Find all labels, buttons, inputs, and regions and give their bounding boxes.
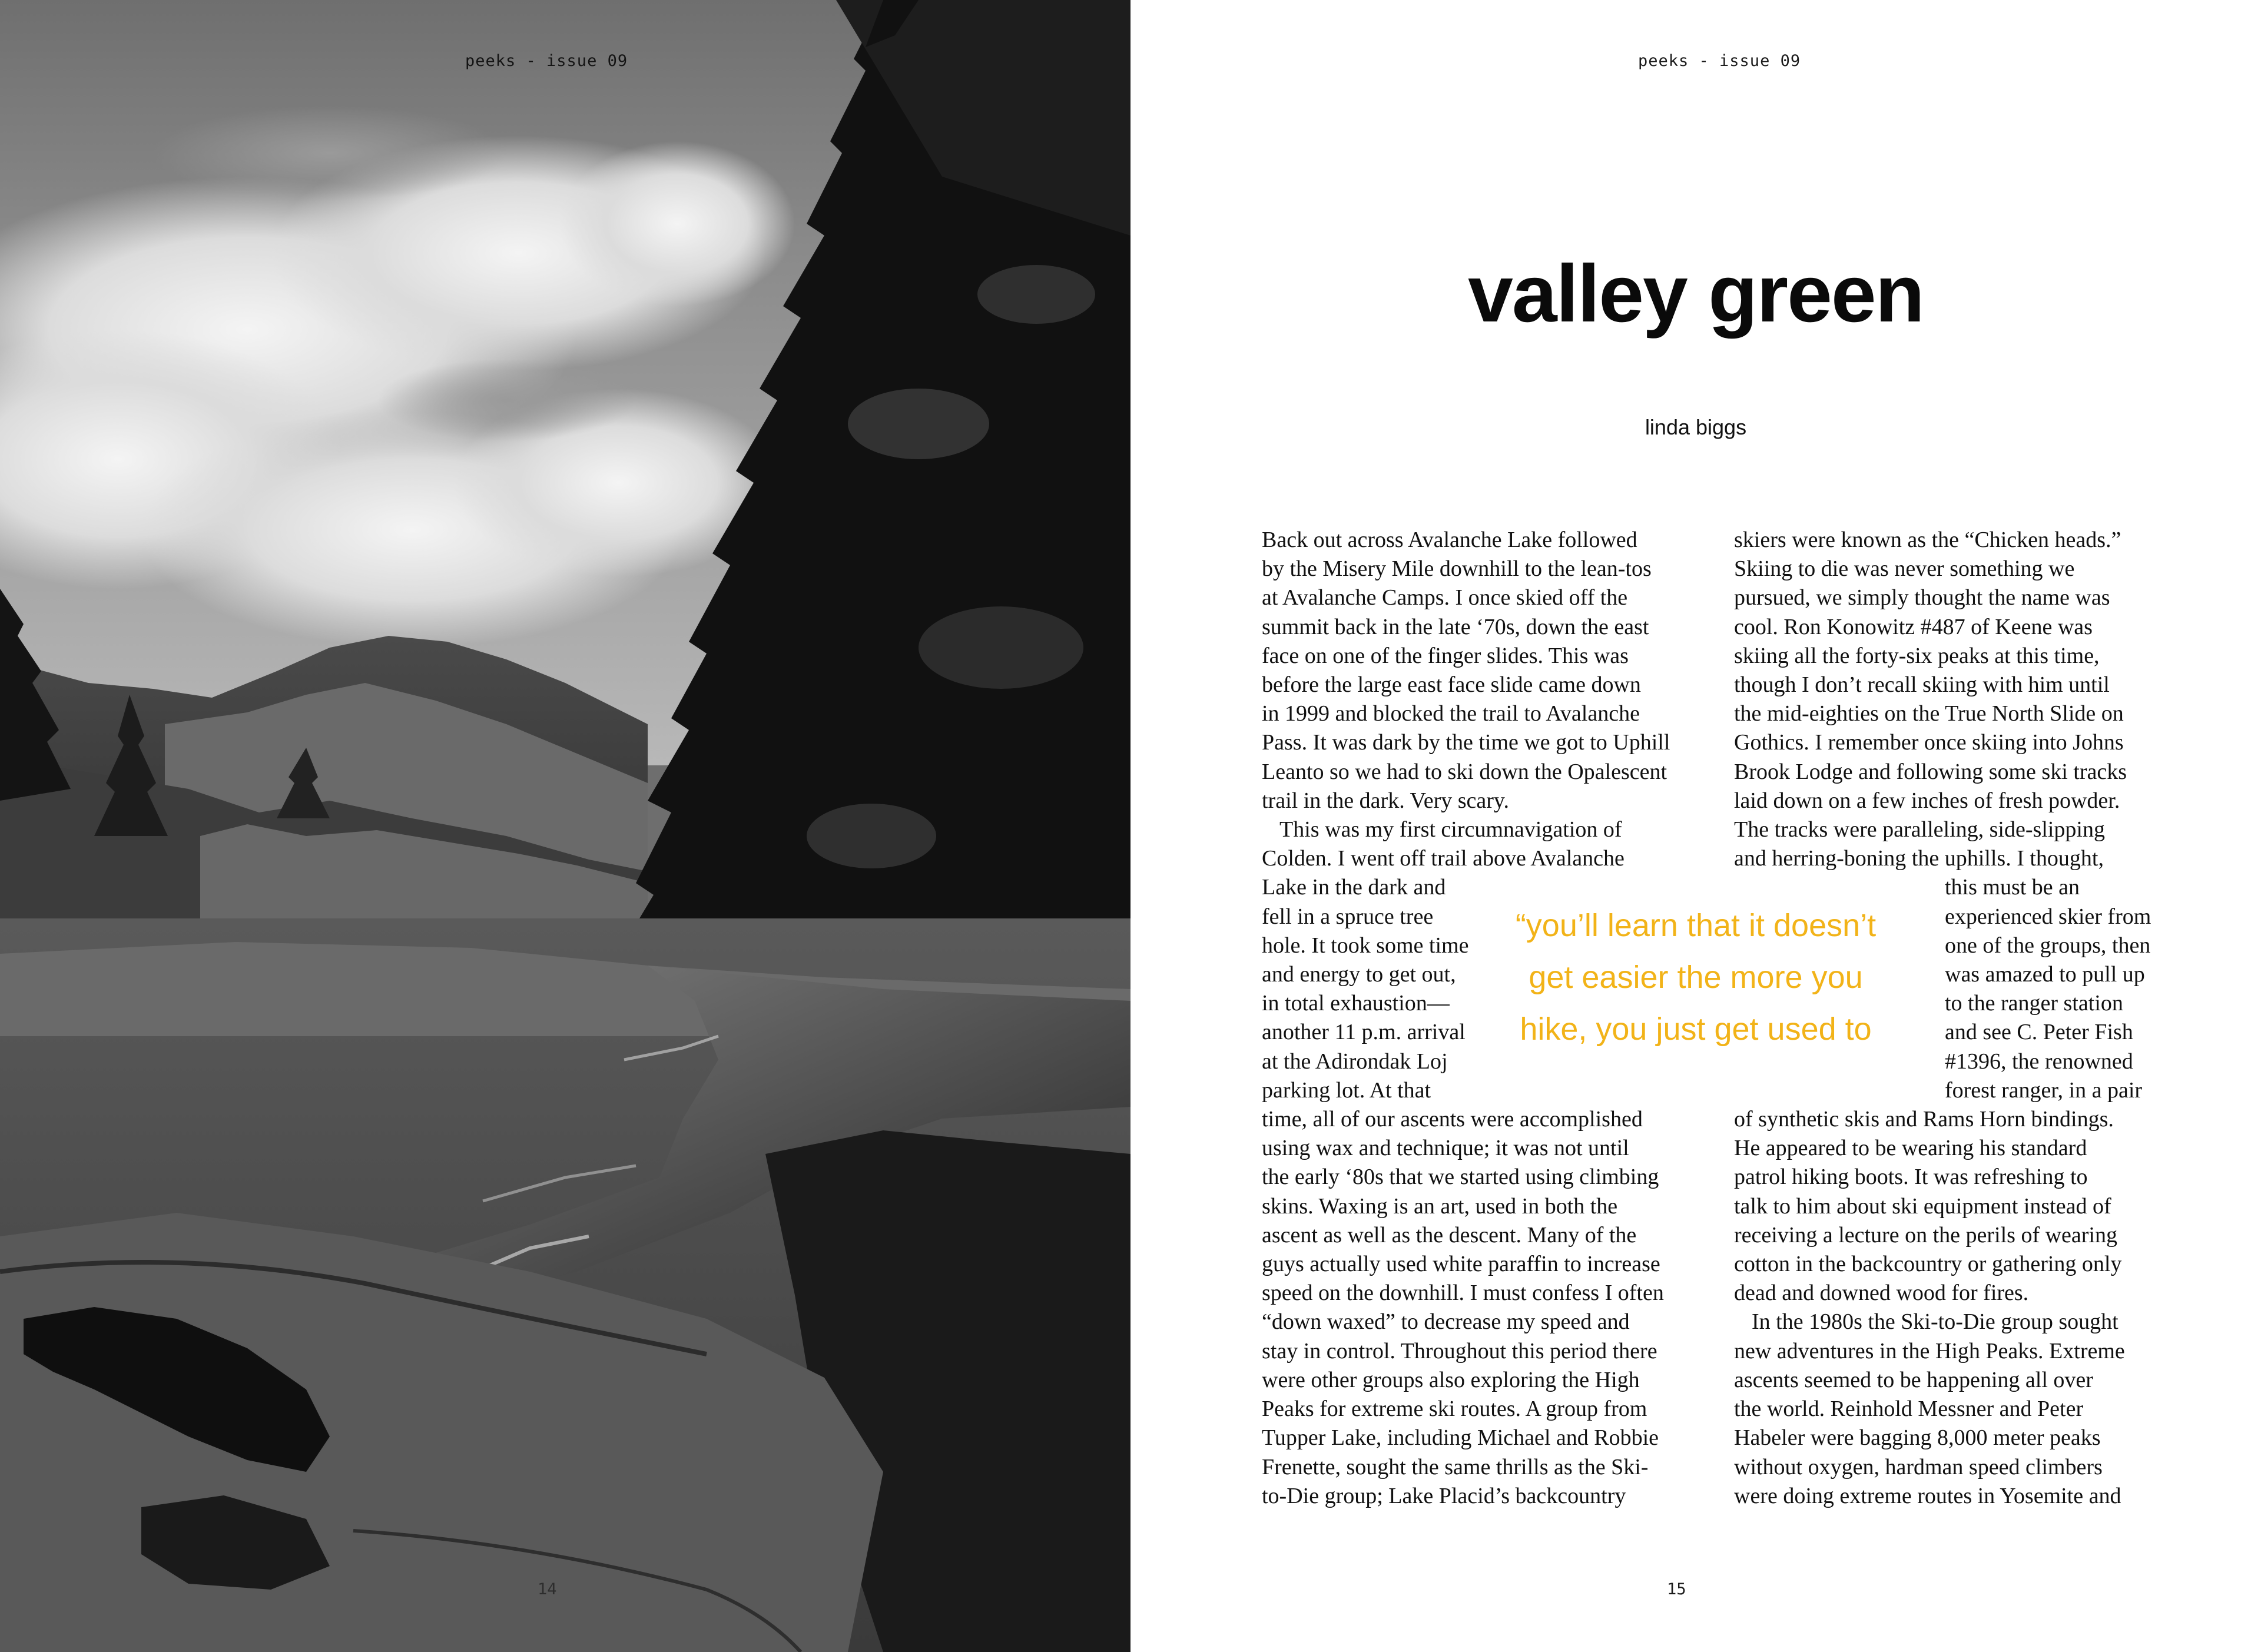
- text-line: to-Die group; Lake Placid’s backcountry: [1262, 1483, 1626, 1508]
- text-line: ascents seemed to be happening all over: [1734, 1367, 2093, 1392]
- text-line: at Avalanche Camps. I once skied off the: [1262, 585, 1628, 611]
- text-line: Pass. It was dark by the time we got to Uphill: [1262, 730, 1670, 755]
- text-line: Gothics. I remember once skiing into Johns: [1734, 730, 2124, 755]
- text-line: skins. Waxing is an art, used in both the: [1262, 1193, 1618, 1219]
- text-line: summit back in the late ‘70s, down the east: [1262, 614, 1649, 639]
- text-line: pursued, we simply thought the name was: [1734, 585, 2110, 611]
- pull-quote-line: hike, you just get used to: [1520, 1011, 1872, 1047]
- text-line: stay in control. Throughout this period there: [1262, 1338, 1657, 1364]
- text-line: experienced skier from: [1945, 904, 2151, 929]
- text-line: The tracks were paralleling, side-slipping: [1734, 817, 2105, 842]
- page-number-left: 14: [538, 1580, 557, 1598]
- text-line: new adventures in the High Peaks. Extreme: [1734, 1338, 2125, 1364]
- text-line: cool. Ron Konowitz #487 of Keene was: [1734, 614, 2093, 639]
- page-number-right: 15: [1667, 1580, 1686, 1598]
- text-line: before the large east face slide came down: [1262, 672, 1641, 698]
- text-line: another 11 p.m. arrival: [1262, 1020, 1466, 1045]
- text-line: Peaks for extreme ski routes. A group from: [1262, 1396, 1647, 1422]
- article-title: valley green: [1468, 248, 1924, 339]
- text-line: Frenette, sought the same thrills as the Ski-: [1262, 1454, 1649, 1479]
- text-line: by the Misery Mile downhill to the lean-tos: [1262, 556, 1652, 582]
- text-line: was amazed to pull up: [1945, 962, 2145, 987]
- text-line: the mid-eighties on the True North Slide on: [1734, 701, 2124, 727]
- pull-quote-line: “you’ll learn that it doesn’t: [1515, 908, 1877, 943]
- text-line: and see C. Peter Fish: [1945, 1020, 2133, 1045]
- text-line: hole. It took some time: [1262, 933, 1469, 958]
- text-line: guys actually used white paraffin to increase: [1262, 1252, 1660, 1277]
- text-line: of synthetic skis and Rams Horn bindings.: [1734, 1107, 2114, 1132]
- text-line: and energy to get out,: [1262, 962, 1456, 987]
- text-line: to the ranger station: [1945, 991, 2123, 1016]
- text-line: Tupper Lake, including Michael and Robbie: [1262, 1425, 1659, 1451]
- text-line: skiing all the forty-six peaks at this time,: [1734, 643, 2100, 668]
- text-line: laid down on a few inches of fresh powder.: [1734, 788, 2120, 813]
- text-line: the early ‘80s that we started using climbing: [1262, 1165, 1659, 1190]
- running-head-right: peeks - issue 09: [1638, 52, 1801, 70]
- text-line: receiving a lecture on the perils of wearing: [1734, 1222, 2117, 1248]
- text-line: Brook Lodge and following some ski tracks: [1734, 759, 2127, 784]
- text-line: talk to him about ski equipment instead of: [1734, 1193, 2111, 1219]
- text-line: patrol hiking boots. It was refreshing to: [1734, 1165, 2088, 1190]
- text-line: This was my first circumnavigation of: [1279, 817, 1622, 842]
- text-line: #1396, the renowned: [1945, 1049, 2133, 1074]
- text-line: the world. Reinhold Messner and Peter: [1734, 1396, 2084, 1422]
- text-line: Skiing to die was never something we: [1734, 556, 2075, 582]
- running-head-left: peeks - issue 09: [465, 52, 628, 70]
- pull-quote-line: get easier the more you: [1529, 960, 1863, 995]
- text-line: skiers were known as the “Chicken heads.”: [1734, 528, 2121, 552]
- text-line: In the 1980s the Ski-to-Die group sought: [1752, 1309, 2119, 1335]
- text-line: Lake in the dark and: [1262, 875, 1446, 900]
- text-line: parking lot. At that: [1262, 1077, 1431, 1103]
- text-line: cotton in the backcountry or gathering only: [1734, 1252, 2122, 1277]
- text-line: He appeared to be wearing his standard: [1734, 1136, 2087, 1161]
- pull-quote: [1507, 900, 1884, 1055]
- text-line: Back out across Avalanche Lake followed: [1262, 528, 1637, 552]
- text-line: at the Adirondak Loj: [1262, 1049, 1448, 1074]
- text-line: “down waxed” to decrease my speed and: [1262, 1309, 1630, 1335]
- text-line: forest ranger, in a pair: [1945, 1077, 2143, 1103]
- text-line: Leanto so we had to ski down the Opalescent: [1262, 759, 1667, 784]
- text-line: ascent as well as the descent. Many of the: [1262, 1222, 1637, 1248]
- text-line: in total exhaustion—: [1262, 991, 1450, 1016]
- text-line: in 1999 and blocked the trail to Avalanche: [1262, 701, 1640, 727]
- right-page: [1130, 0, 2261, 1652]
- text-line: were other groups also exploring the High: [1262, 1367, 1640, 1392]
- text-line: face on one of the finger slides. This was: [1262, 643, 1629, 668]
- text-line: Colden. I went off trail above Avalanche: [1262, 846, 1625, 871]
- text-line: speed on the downhill. I must confess I often: [1262, 1281, 1664, 1306]
- text-line: dead and downed wood for fires.: [1734, 1281, 2029, 1306]
- text-line: fell in a spruce tree: [1262, 904, 1434, 929]
- left-page: [0, 0, 1130, 1652]
- text-line: were doing extreme routes in Yosemite and: [1734, 1483, 2121, 1508]
- text-line: this must be an: [1945, 875, 2080, 900]
- landscape-photo: [0, 0, 1130, 1652]
- text-line: Habeler were bagging 8,000 meter peaks: [1734, 1425, 2101, 1451]
- text-line: trail in the dark. Very scary.: [1262, 788, 1509, 813]
- text-line: though I don’t recall skiing with him until: [1734, 672, 2110, 698]
- text-line: using wax and technique; it was not until: [1262, 1136, 1629, 1161]
- author-byline: linda biggs: [1645, 415, 1747, 439]
- text-line: and herring-boning the uphills. I thought,: [1734, 846, 2104, 871]
- text-line: one of the groups, then: [1945, 933, 2151, 958]
- text-line: time, all of our ascents were accomplished: [1262, 1107, 1643, 1132]
- text-line: without oxygen, hardman speed climbers: [1734, 1454, 2103, 1479]
